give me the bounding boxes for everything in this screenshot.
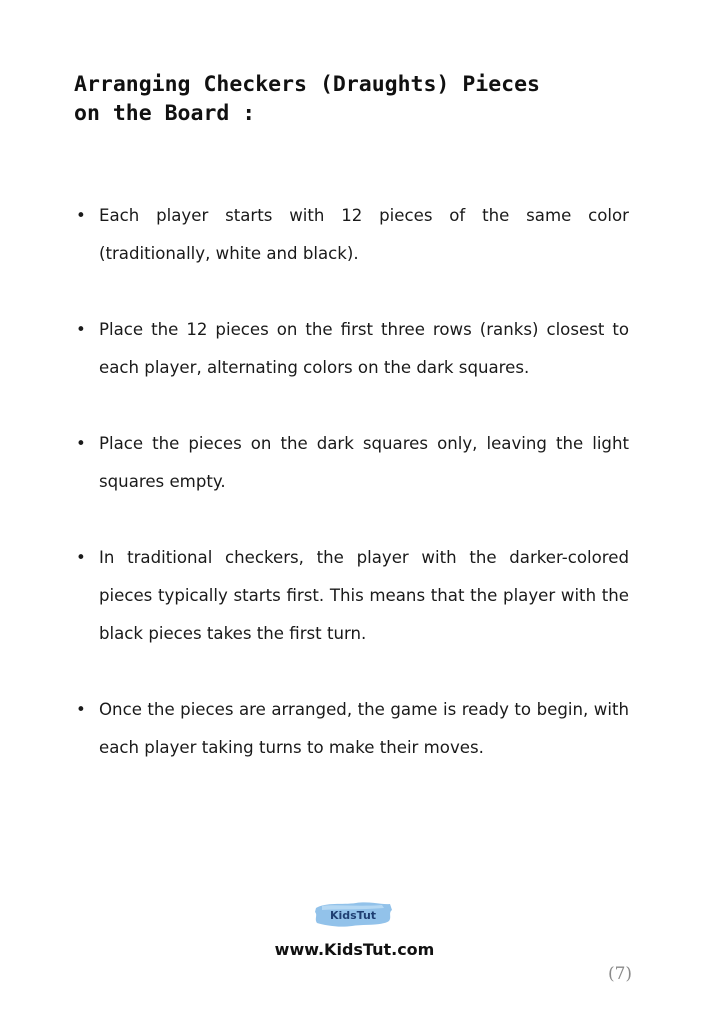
bullet-item: • Place the pieces on the dark squares only, leaving the light squares empty. <box>76 425 629 501</box>
kidstut-logo <box>312 899 394 931</box>
page-number: (7) <box>607 964 633 984</box>
logo-text: KidsTut <box>329 909 377 922</box>
bullet-item: • Place the 12 pieces on the first three rows (ranks) closest to each player, alternating colors on the dark squares. <box>76 311 629 387</box>
bullet-item: • In traditional checkers, the player with the darker-colored pieces typically starts first. This means that the player with the black pieces takes the first turn. <box>76 539 629 653</box>
bullet-item: • Once the pieces are arranged, the game is ready to begin, with each player taking turns to make their moves. <box>76 691 629 767</box>
bullet-item: • Each player starts with 12 pieces of the same color (traditionally, white and black). <box>76 197 629 273</box>
bullet-list <box>76 197 629 805</box>
page-title: Arranging Checkers (Draughts) Pieces on the Board : <box>74 72 540 126</box>
website-url: www.KidsTut.com <box>274 940 435 959</box>
